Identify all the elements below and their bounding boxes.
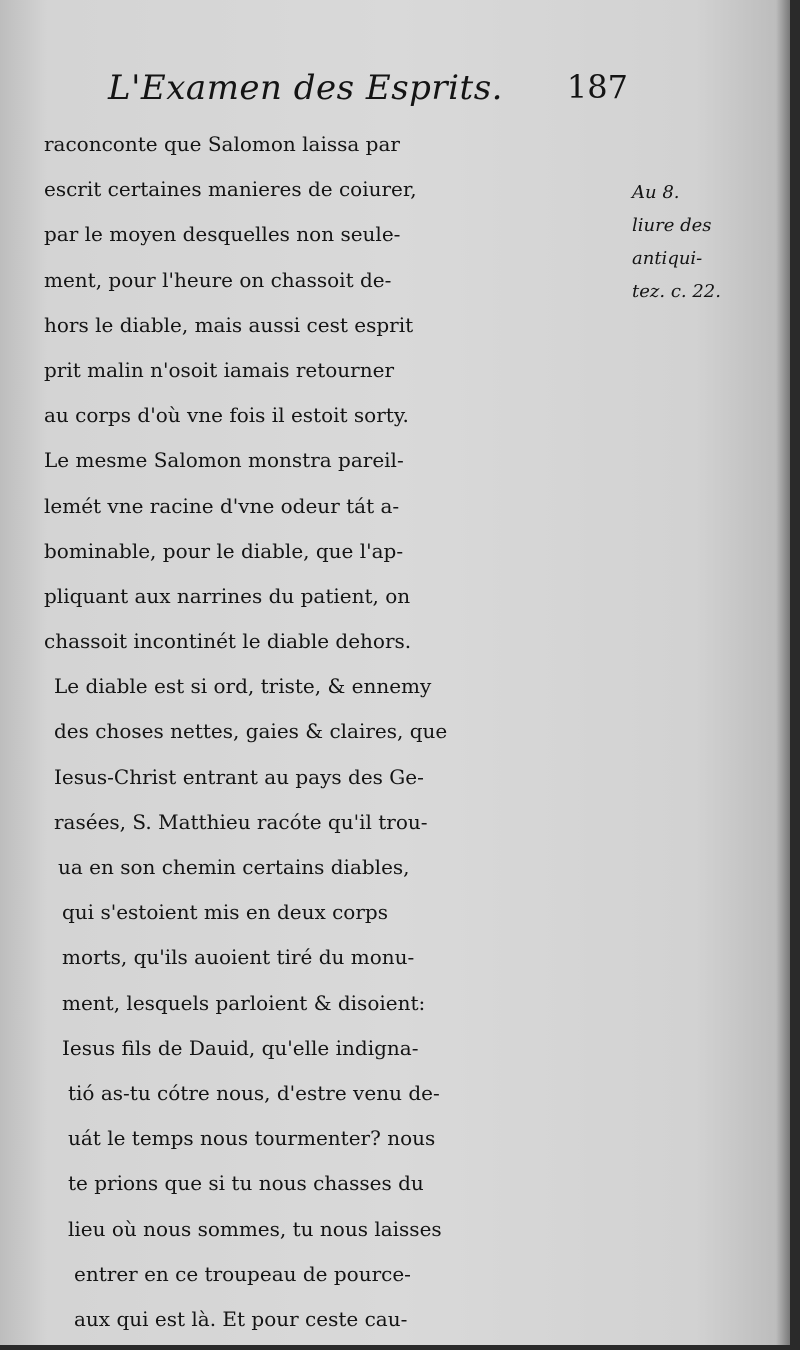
page-header (108, 68, 628, 118)
margin-note-line: tez. c. 22. (632, 281, 721, 302)
text-line: par le moyen desquelles non seule- (44, 222, 401, 247)
margin-note (632, 176, 772, 308)
running-title: L'Examen des Esprits. (108, 68, 503, 108)
page-number: 187 (566, 68, 628, 106)
text-line: raconconte que Salomon laissa par (44, 132, 400, 156)
text-line: des choses nettes, gaies & claires, que (54, 719, 448, 744)
text-line: entrer en ce troupeau de pource- (74, 1261, 411, 1286)
text-line: Le mesme Salomon monstra pareil- (44, 448, 404, 473)
text-line: hors le diable, mais aussi cest esprit (44, 312, 414, 337)
text-line: au corps d'où vne fois il estoit sorty. (44, 403, 409, 428)
text-line: ua en son chemin certains diables, (58, 855, 410, 879)
text-line: escrit certaines manieres de coiurer, (44, 177, 417, 202)
text-line: aux qui est là. Et pour ceste cau- (74, 1306, 408, 1331)
text-line: ment, lesquels parloient & disoient: (62, 990, 426, 1015)
text-line: rasées, S. Matthieu racóte qu'il trou- (54, 809, 428, 834)
text-line: pliquant aux narrines du patient, on (44, 583, 411, 608)
text-line: morts, qu'ils auoient tiré du monu- (62, 945, 415, 970)
text-line: chassoit incontinét le diable dehors. (44, 629, 412, 654)
text-line: lemét vne racine d'vne odeur tát a- (44, 493, 400, 518)
text-line: qui s'estoient mis en deux corps (62, 900, 388, 925)
margin-note-line: antiqui- (632, 248, 703, 269)
margin-note-line: Au 8. (632, 182, 680, 203)
text-line: ment, pour l'heure on chassoit de- (44, 267, 392, 292)
margin-note-line: liure des (632, 215, 712, 236)
text-line: bominable, pour le diable, que l'ap- (44, 538, 404, 563)
body-text (44, 122, 664, 1342)
text-line: te prions que si tu nous chasses du (68, 1171, 424, 1196)
text-line: tió as-tu cótre nous, d'estre venu de- (68, 1080, 440, 1105)
text-line: Iesus-Christ entrant au pays des Ge- (54, 764, 424, 789)
text-line: prit malin n'osoit iamais retourner (44, 357, 395, 382)
text-line: uát le temps nous tourmenter? nous (68, 1126, 436, 1151)
text-line: Iesus fils de Dauid, qu'elle indigna- (62, 1035, 419, 1060)
text-line: Le diable est si ord, triste, & ennemy (54, 674, 432, 699)
text-line: lieu où nous sommes, tu nous laisses (68, 1216, 442, 1241)
